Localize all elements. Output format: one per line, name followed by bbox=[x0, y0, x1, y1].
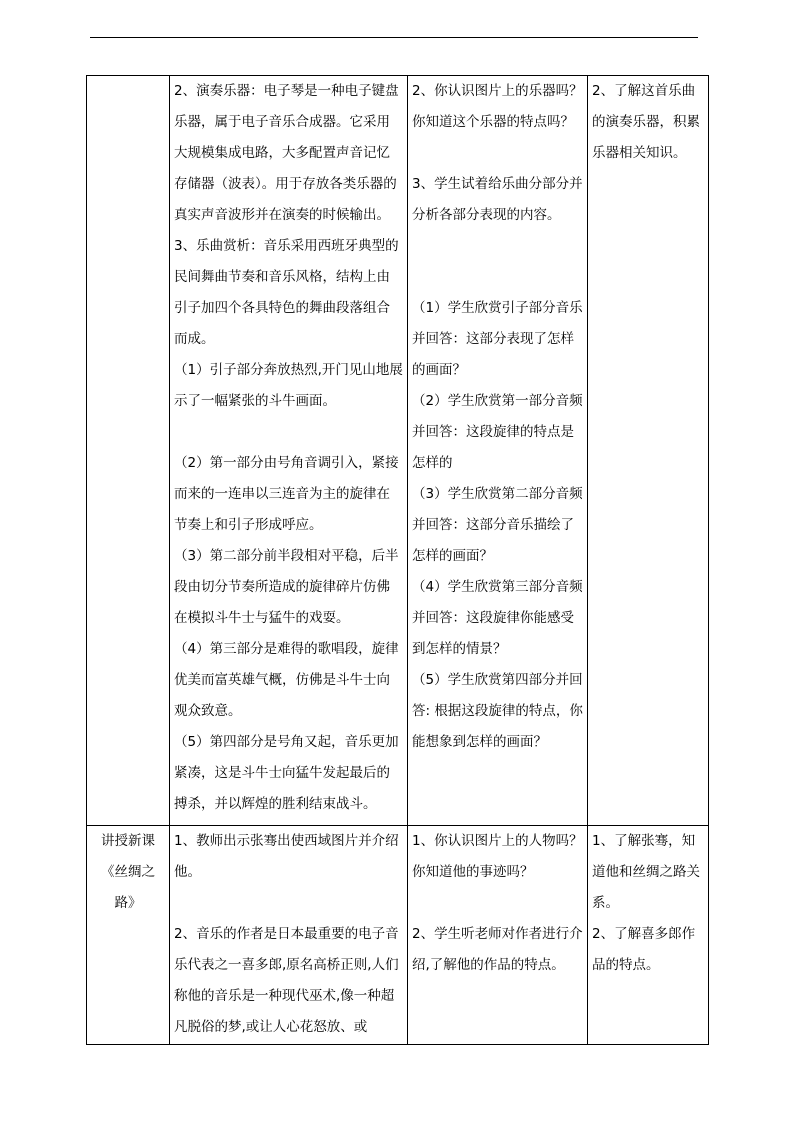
teacher-paragraph: 2、音乐的作者是日本最重要的电子音乐代表之一喜多郎,原名高桥正则,人们称他的音乐是一种现代巫术,像一种超凡脱俗的梦,或让人心花怒放、或 bbox=[174, 926, 399, 1035]
spacer bbox=[174, 888, 403, 919]
student-paragraph: （5）学生欣赏第四部分并回答: 根据这段旋律的特点，你能想象到怎样的画面？ bbox=[412, 672, 583, 750]
goal-cell bbox=[588, 826, 709, 1045]
stage-label: 讲授新课《丝绸之路》 bbox=[101, 833, 155, 911]
stage-cell bbox=[87, 826, 170, 1045]
goal-paragraph: 2、了解这首乐曲的演奏乐器，积累乐器相关知识。 bbox=[592, 83, 700, 161]
teacher-paragraph: （3）第二部分前半段相对平稳，后半段由切分节奏所造成的旋律碎片仿佛在模拟斗牛士与猛牛的戏耍。 bbox=[174, 548, 399, 626]
teacher-activity-cell bbox=[170, 826, 408, 1045]
student-paragraph: （1）学生欣赏引子部分音乐并回答：这部分表现了怎样的画面？ bbox=[412, 300, 583, 378]
teacher-paragraph: 1、教师出示张骞出使西域图片并介绍他。 bbox=[174, 833, 399, 880]
student-paragraph: 2、你认识图片上的乐器吗？你知道这个乐器的特点吗？ bbox=[412, 83, 583, 130]
student-paragraph: 2、学生听老师对作者进行介绍,了解他的作品的特点。 bbox=[412, 926, 583, 973]
student-paragraph: （4）学生欣赏第三部分音频并回答：这段旋律你能感受到怎样的情景？ bbox=[412, 579, 583, 657]
goal-paragraph: 2、了解喜多郎作品的特点。 bbox=[592, 926, 696, 973]
student-paragraph: （3）学生欣赏第二部分音频并回答：这部分音乐描绘了怎样的画面？ bbox=[412, 486, 583, 564]
student-activity-cell bbox=[408, 76, 588, 826]
student-activity-cell bbox=[408, 826, 588, 1045]
student-paragraph: （2）学生欣赏第一部分音频并回答：这段旋律的特点是怎样的 bbox=[412, 393, 583, 471]
lesson-plan-table bbox=[86, 75, 709, 1045]
spacer bbox=[412, 231, 583, 262]
teacher-paragraph: （1）引子部分奔放热烈,开门见山地展示了一幅紧张的斗牛画面。 bbox=[174, 362, 403, 409]
teacher-paragraph: 3、乐曲赏析：音乐采用西班牙典型的民间舞曲节奏和音乐风格，结构上由引子加四个各具特色的舞曲段落组合而成。 bbox=[174, 238, 399, 347]
stage-cell bbox=[87, 76, 170, 826]
header-rule bbox=[90, 37, 698, 38]
goal-paragraph: 1、了解张骞，知道他和丝绸之路关系。 bbox=[592, 833, 700, 911]
teacher-paragraph: （2）第一部分由号角音调引入，紧接而来的一连串以三连音为主的旋律在节奏上和引子形成呼应。 bbox=[174, 455, 399, 533]
teacher-paragraph: 2、演奏乐器：电子琴是一种电子键盘乐器，属于电子音乐合成器。它采用大规模集成电路，大多配置声音记忆存储器（波表）。用于存放各类乐器的真实声音波形并在演奏的时候输出。 bbox=[174, 83, 399, 223]
table-row bbox=[87, 826, 709, 1045]
teacher-activity-cell bbox=[170, 76, 408, 826]
teacher-paragraph: （4）第三部分是难得的歌唱段，旋律优美而富英雄气概，仿佛是斗牛士向观众致意。 bbox=[174, 641, 399, 719]
student-paragraph: 3、学生试着给乐曲分部分并分析各部分表现的内容。 bbox=[412, 176, 583, 223]
spacer bbox=[412, 138, 583, 169]
spacer bbox=[174, 417, 403, 448]
goal-cell bbox=[588, 76, 709, 826]
student-paragraph: 1、你认识图片上的人物吗？你知道他的事迹吗？ bbox=[412, 833, 583, 880]
spacer bbox=[412, 262, 583, 293]
spacer bbox=[412, 888, 583, 919]
table-row bbox=[87, 76, 709, 826]
teacher-paragraph: （5）第四部分是号角又起，音乐更加紧凑，这是斗牛士向猛牛发起最后的搏杀，并以辉煌的胜利结束战斗。 bbox=[174, 734, 399, 812]
